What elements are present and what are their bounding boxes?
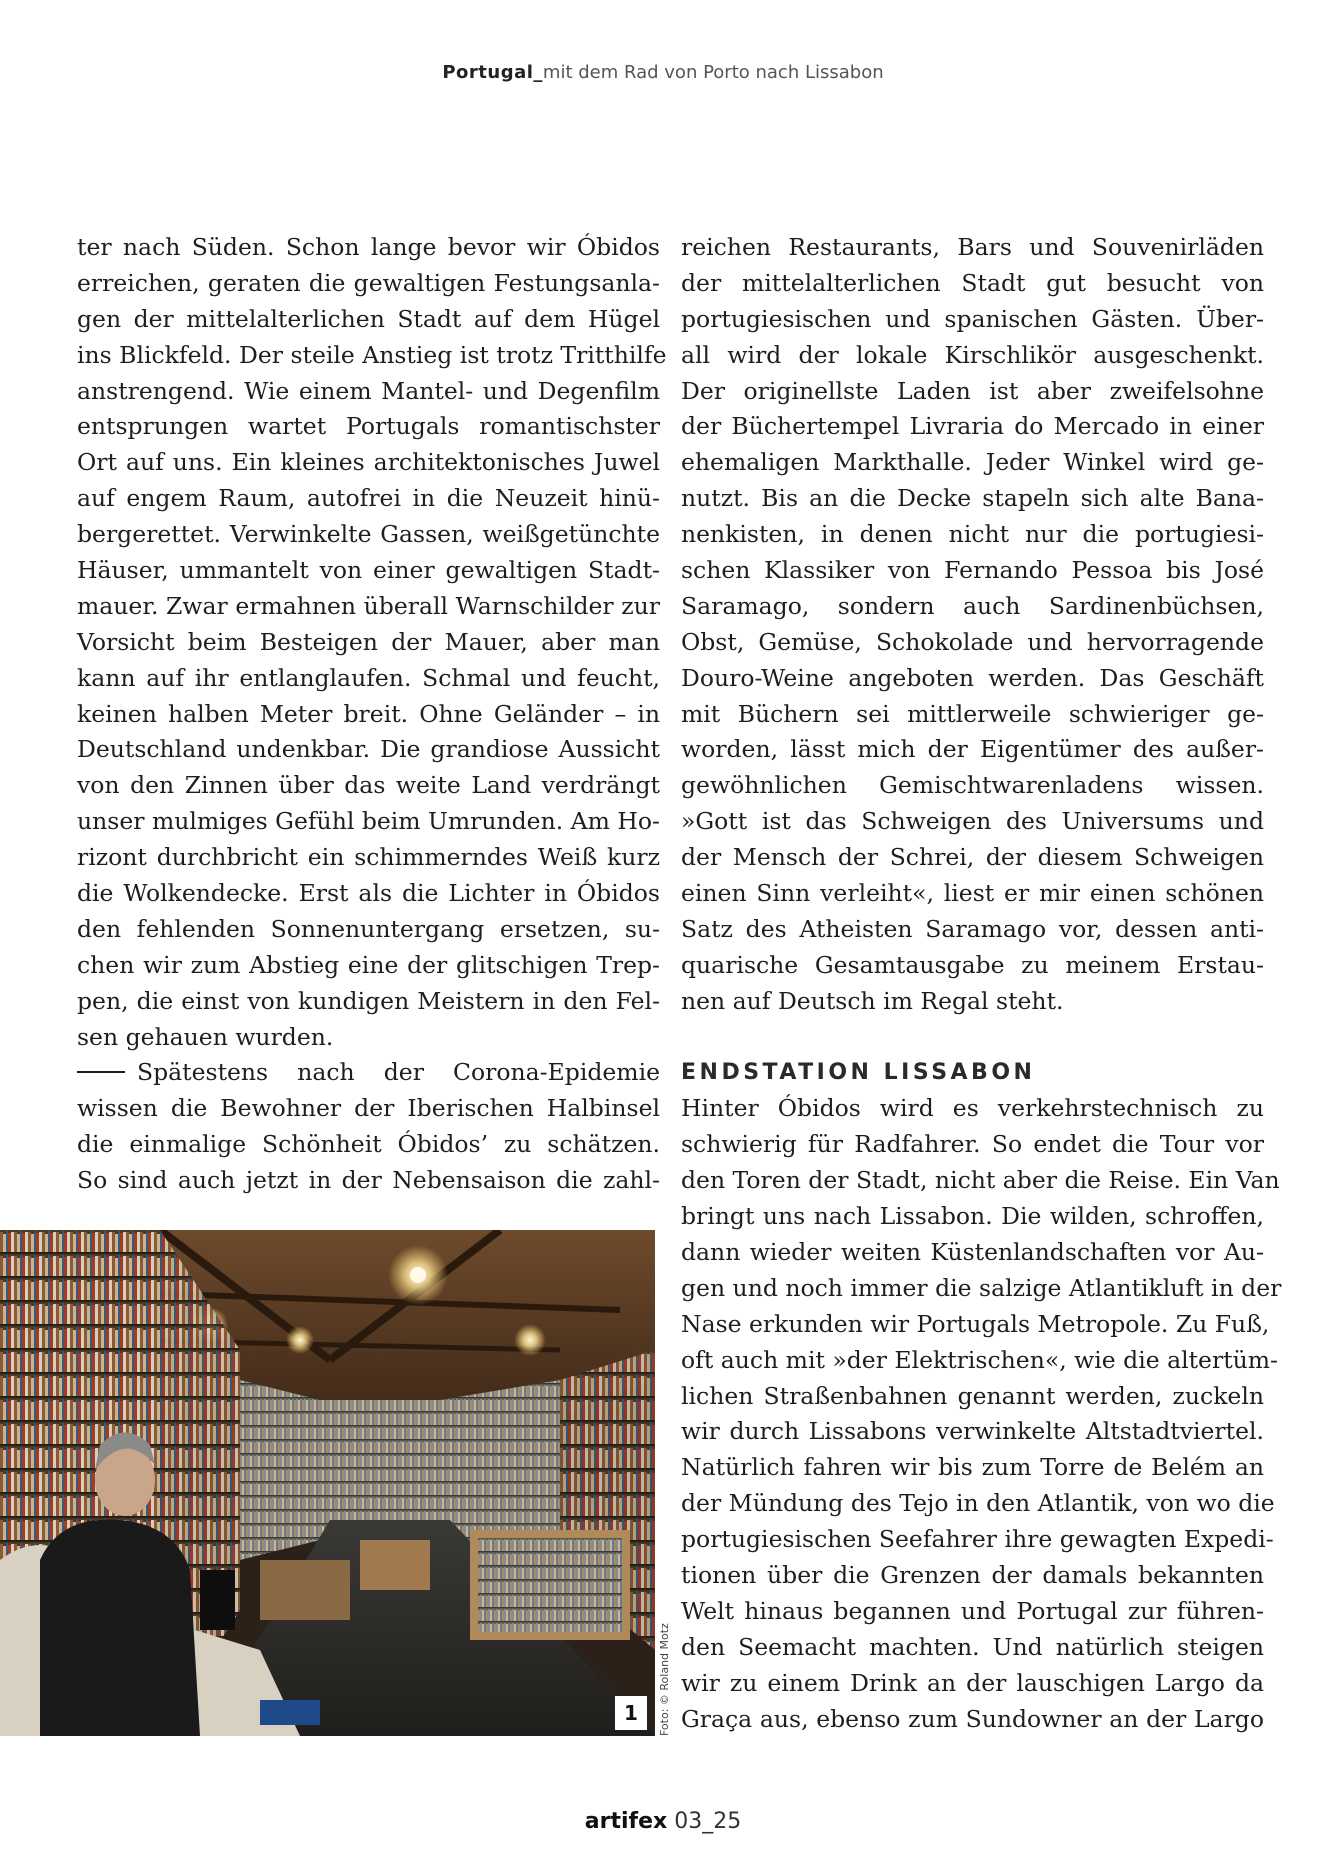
body-line: nutzt. Bis an die Decke stapeln sich alte Bana- xyxy=(681,484,1264,513)
body-line: anstrengend. Wie einem Mantel- und Degenfilm xyxy=(77,376,660,405)
body-line: der Mensch der Schrei, der diesem Schweigen xyxy=(681,843,1264,872)
body-line: die einmalige Schönheit Óbidos’ zu schätzen. xyxy=(77,1130,660,1159)
header-subtitle: mit dem Rad von Porto nach Lissabon xyxy=(542,62,884,83)
photo-number: 1 xyxy=(615,1696,647,1730)
section-heading: ENDSTATION LISSABON xyxy=(681,1060,1036,1086)
body-line: erreichen, geraten die gewaltigen Festungsanla- xyxy=(77,268,660,297)
body-line: ehemaligen Markthalle. Jeder Winkel wird ge- xyxy=(681,448,1264,477)
body-line: entsprungen wartet Portugals romantischster xyxy=(77,412,660,441)
body-line: Saramago, sondern auch Sardinenbüchsen, xyxy=(681,591,1264,620)
body-line: schwierig für Radfahrer. So endet die Tour vor xyxy=(681,1130,1264,1159)
body-line: quarische Gesamtausgabe zu meinem Erstau- xyxy=(681,950,1264,979)
body-line: schen Klassiker von Fernando Pessoa bis José xyxy=(681,556,1264,585)
body-line: auf engem Raum, autofrei in die Neuzeit hinü- xyxy=(77,484,660,513)
body-line: der mittelalterlichen Stadt gut besucht von xyxy=(681,268,1264,297)
body-line: von den Zinnen über das weite Land verdrängt xyxy=(77,771,660,800)
body-line: den Seemacht machten. Und natürlich steigen xyxy=(681,1632,1264,1661)
body-line: So sind auch jetzt in der Nebensaison die zahl- xyxy=(77,1166,660,1195)
paragraph-dash xyxy=(77,1071,125,1073)
magazine-name: artifex xyxy=(584,1809,668,1834)
body-line: bergerettet. Verwinkelte Gassen, weißgetünchte xyxy=(77,520,660,549)
body-line: gen und noch immer die salzige Atlantikluft in der xyxy=(681,1273,1282,1302)
body-line: reichen Restaurants, Bars und Souvenirläden xyxy=(681,233,1264,261)
body-line: kann auf ihr entlanglaufen. Schmal und feucht, xyxy=(77,663,660,692)
body-line: chen wir zum Abstieg eine der glitschigen Trep- xyxy=(77,950,660,979)
body-line: Natürlich fahren wir bis zum Torre de Belém an xyxy=(681,1453,1264,1482)
body-line: ins Blickfeld. Der steile Anstieg ist trotz Tritthilfe xyxy=(77,340,667,369)
body-line: unser mulmiges Gefühl beim Umrunden. Am Ho- xyxy=(77,807,660,836)
body-line: portugiesischen und spanischen Gästen. Über- xyxy=(681,304,1264,333)
body-line: wir zu einem Drink an der lauschigen Largo da xyxy=(681,1668,1264,1697)
page-footer xyxy=(0,1809,1326,1834)
body-line: keinen halben Meter breit. Ohne Geländer – in xyxy=(77,699,660,728)
body-line: Ort auf uns. Ein kleines architektonisches Juwel xyxy=(77,448,660,477)
body-line: Satz des Atheisten Saramago vor, dessen anti- xyxy=(681,914,1264,943)
body-line: Welt hinaus begannen und Portugal zur führen- xyxy=(681,1596,1264,1625)
issue-number: 03_25 xyxy=(674,1809,742,1834)
body-line: tionen über die Grenzen der damals bekannten xyxy=(681,1560,1264,1589)
body-line: lichen Straßenbahnen genannt werden, zuckeln xyxy=(681,1381,1264,1410)
body-line-text: Spätestens nach der Corona-Epidemie xyxy=(137,1058,660,1087)
body-line: Douro-Weine angeboten werden. Das Geschäft xyxy=(681,663,1264,692)
photo-credit: Foto: © Roland Motz xyxy=(658,1623,671,1736)
body-line: Graça aus, ebenso zum Sundowner an der Largo xyxy=(681,1704,1264,1733)
body-line: gewöhnlichen Gemischtwarenladens wissen. xyxy=(681,771,1264,800)
body-line: Hinter Óbidos wird es verkehrstechnisch zu xyxy=(681,1094,1264,1123)
body-line: dann wieder weiten Küstenlandschaften vor Au- xyxy=(681,1237,1264,1266)
body-line: wissen die Bewohner der Iberischen Halbinsel xyxy=(77,1094,660,1123)
running-head xyxy=(0,62,1326,83)
body-line: Nase erkunden wir Portugals Metropole. Zu Fuß, xyxy=(681,1309,1270,1338)
column-left xyxy=(77,230,667,1199)
body-line: sen gehauen wurden. xyxy=(77,1022,334,1051)
body-line: rizont durchbricht ein schimmerndes Weiß kurz xyxy=(77,843,660,872)
body-line: nenkisten, in denen nicht nur die portugiesi- xyxy=(681,520,1264,549)
bookstore-photo xyxy=(0,1230,655,1736)
body-line: pen, die einst von kundigen Meistern in den Fel- xyxy=(77,986,660,1015)
body-line: wir durch Lissabons verwinkelte Altstadtviertel. xyxy=(681,1417,1264,1446)
body-line: Vorsicht beim Besteigen der Mauer, aber man xyxy=(77,627,660,656)
body-line: worden, lässt mich der Eigentümer des außer- xyxy=(681,735,1264,764)
body-line: Obst, Gemüse, Schokolade und hervorragende xyxy=(681,627,1264,656)
body-line: mit Büchern sei mittlerweile schwieriger ge- xyxy=(681,699,1264,728)
body-line: einen Sinn verleiht«, liest er mir einen schönen xyxy=(681,879,1264,908)
body-line: ter nach Süden. Schon lange bevor wir Óbidos xyxy=(77,233,660,261)
header-section: Portugal_ xyxy=(442,62,543,83)
column-right xyxy=(681,230,1282,1737)
bookstore-illustration xyxy=(0,1230,655,1736)
body-line: bringt uns nach Lissabon. Die wilden, schroffen, xyxy=(681,1202,1264,1231)
body-line: Häuser, ummantelt von einer gewaltigen Stadt- xyxy=(77,556,660,585)
paragraph-gap xyxy=(681,1020,1264,1056)
body-line: »Gott ist das Schweigen des Universums und xyxy=(681,807,1264,836)
body-line: portugiesischen Seefahrer ihre gewagten Expedi- xyxy=(681,1525,1274,1554)
body-line: der Mündung des Tejo in den Atlantik, von wo die xyxy=(681,1489,1275,1518)
body-line: Der originellste Laden ist aber zweifelsohne xyxy=(681,376,1264,405)
body-line: mauer. Zwar ermahnen überall Warnschilder zur xyxy=(77,591,660,620)
body-line: die Wolkendecke. Erst als die Lichter in Óbidos xyxy=(77,879,660,908)
body-line: oft auch mit »der Elektrischen«, wie die altertüm- xyxy=(681,1345,1279,1374)
body-line: Deutschland undenkbar. Die grandiose Aussicht xyxy=(77,735,660,764)
body-line: den Toren der Stadt, nicht aber die Reise. Ein Van xyxy=(681,1166,1280,1195)
body-line: den fehlenden Sonnenuntergang ersetzen, su- xyxy=(77,914,660,943)
body-line: all wird der lokale Kirschlikör ausgeschenkt. xyxy=(681,340,1264,369)
body-line: der Büchertempel Livraria do Mercado in einer xyxy=(681,412,1264,441)
body-line: nen auf Deutsch im Regal steht. xyxy=(681,986,1064,1015)
paragraph-start-line xyxy=(77,1055,660,1091)
body-line: gen der mittelalterlichen Stadt auf dem Hügel xyxy=(77,304,660,333)
